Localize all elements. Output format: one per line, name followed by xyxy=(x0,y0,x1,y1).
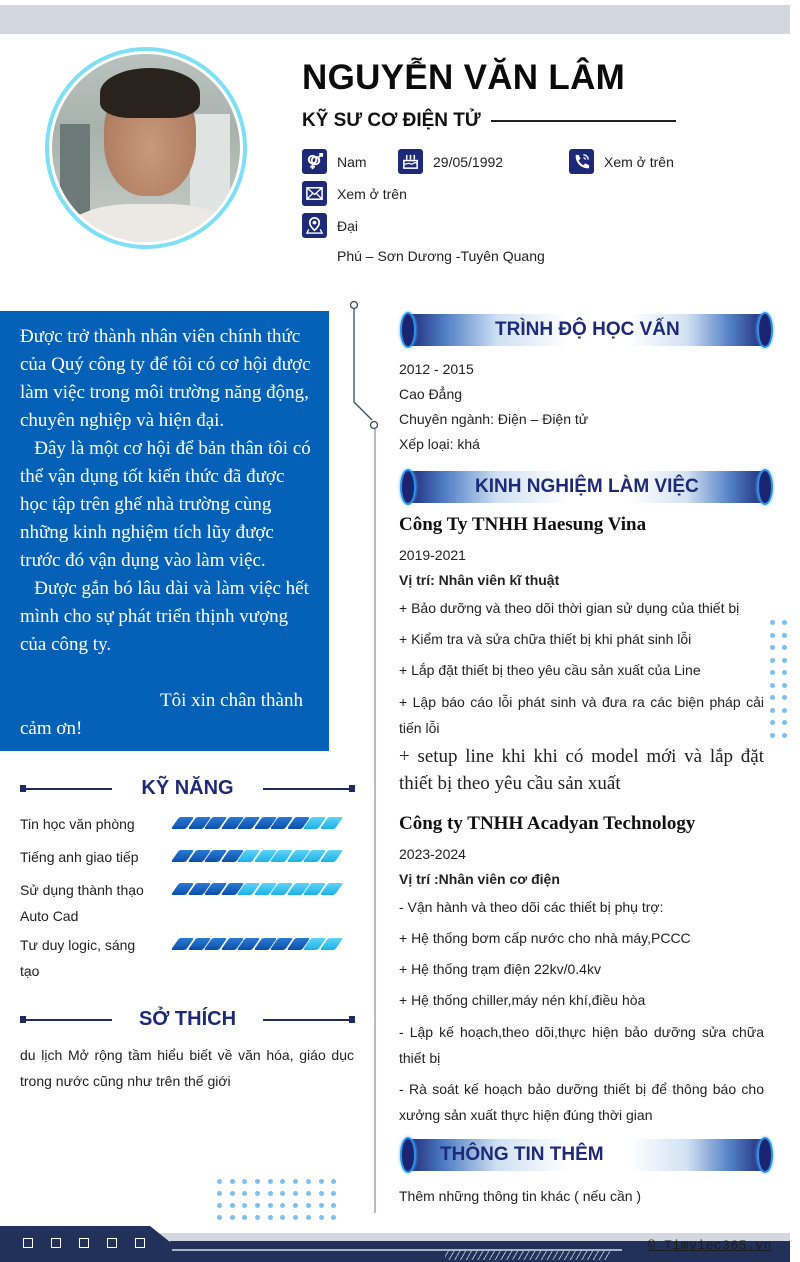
phone-row xyxy=(569,149,674,174)
skill-item: Tư duy logic, sáng tạo xyxy=(20,932,355,984)
birthday-value: 29/05/1992 xyxy=(433,153,504,170)
objective-paragraph-1: Được trở thành nhân viên chính thức của Quý công ty để tôi có cơ hội được làm việc trong môi trường năng động, chuyên nghiệp và hiện đại. xyxy=(20,326,316,431)
job-position: Vị trí: Nhân viên kĩ thuật xyxy=(399,572,560,588)
skill-rating-bar xyxy=(175,883,339,895)
email-row xyxy=(302,181,407,206)
job-entry xyxy=(399,842,764,1128)
education-degree: Cao Đẳng xyxy=(399,386,463,402)
skill-rating-bar xyxy=(175,817,339,829)
education-grade: Xếp loại: khá xyxy=(399,436,480,452)
footer-square-icon xyxy=(23,1238,33,1248)
skill-rating-bar xyxy=(175,850,339,862)
decor-dots-bottom xyxy=(217,1179,336,1220)
job-company: Công Ty TNHH Haesung Vina xyxy=(399,514,647,535)
job-company: Công ty TNHH Acadyan Technology xyxy=(399,813,696,834)
footer-square-icon xyxy=(79,1238,89,1248)
top-decor-band xyxy=(0,5,790,34)
mail-icon xyxy=(302,181,327,206)
skill-item: Sử dụng thành thạo Auto Cad xyxy=(20,877,355,929)
profile-photo xyxy=(52,54,240,242)
education-heading: TRÌNH ĐỘ HỌC VẤN xyxy=(400,312,773,348)
job-title-divider xyxy=(491,120,676,122)
footer-square-icon xyxy=(107,1238,117,1248)
birthday-cake-icon xyxy=(398,149,423,174)
job-duty: + Hệ thống bơm cấp nước cho nhà máy,PCCC xyxy=(399,930,691,946)
job-duty: - Lập kế hoạch,theo dõi,thực hiện bảo dưỡng sửa chữa thiết bị xyxy=(399,1024,764,1066)
job-duty: + Hệ thống chiller,máy nén khí,điều hòa xyxy=(399,992,646,1008)
footer xyxy=(0,1226,790,1262)
objective-paragraph-2: Đây là một cơ hội để bản thân tôi có thể vận dụng tốt kiến thức đã được học tập trên ghế nhà trường cùng những kinh nghiệm tích lũy được trước đó vận dụng vào làm việc. xyxy=(20,438,316,571)
job-position: Vị trí :Nhân viên cơ điện xyxy=(399,871,560,887)
education-details xyxy=(399,357,764,457)
job-period: 2019-2021 xyxy=(399,547,466,563)
skills-heading: KỸ NĂNG xyxy=(20,777,355,801)
job-duty: + Bảo dưỡng và theo dõi thời gian sử dụng của thiết bị xyxy=(399,600,740,616)
phone-icon xyxy=(569,149,594,174)
objective-paragraph-3: Được gắn bó lâu dài và làm việc hết mình cho sự phát triển thịnh vượng của công ty. xyxy=(20,578,314,655)
address-row xyxy=(302,213,358,238)
job-duty: - Rà soát kế hoạch bảo dưỡng thiết bị để thông báo cho xưởng sản xuất thực hiện đúng thời gian xyxy=(399,1081,764,1123)
job-duty: + setup line khi khi có model mới và lắp đặt thiết bị theo yêu cầu sản xuất xyxy=(399,746,764,794)
objective-closing-2: cảm ơn! xyxy=(20,718,83,739)
job-duty: + Lắp đặt thiết bị theo yêu cầu sản xuất của Line xyxy=(399,662,701,678)
skill-item: Tin học văn phòng xyxy=(20,811,355,837)
job-duty: + Kiểm tra và sửa chữa thiết bị khi phát sinh lỗi xyxy=(399,631,692,647)
address-line2-row xyxy=(337,248,545,264)
location-pin-icon xyxy=(302,213,327,238)
avatar xyxy=(45,47,247,249)
career-objective xyxy=(0,311,329,751)
education-period: 2012 - 2015 xyxy=(399,361,474,377)
footer-brand[interactable]: © Timviec365.vn xyxy=(647,1238,772,1253)
gender-value: Nam xyxy=(337,153,367,170)
hobbies-text: du lịch Mở rộng tầm hiểu biết về văn hóa, giáo dục trong nước cũng như trên thế giới xyxy=(20,1047,354,1089)
job-entry xyxy=(399,543,764,797)
skill-rating-bar xyxy=(175,938,339,950)
job-duty: - Vận hành và theo dõi các thiết bị phụ trợ: xyxy=(399,899,664,915)
candidate-name: NGUYỄN VĂN LÂM xyxy=(302,58,626,97)
footer-square-icon xyxy=(135,1238,145,1248)
footer-square-icon xyxy=(51,1238,61,1248)
phone-value[interactable]: Xem ở trên xyxy=(604,153,674,170)
email-value[interactable]: Xem ở trên xyxy=(337,185,407,202)
additional-info-text: Thêm những thông tin khác ( nếu cần ) xyxy=(399,1188,642,1204)
education-major: Chuyên ngành: Điện – Điện tử xyxy=(399,411,589,427)
address-line1: Đại xyxy=(337,217,359,234)
skill-item: Tiếng anh giao tiếp xyxy=(20,844,355,870)
experience-heading: KINH NGHIỆM LÀM VIỆC xyxy=(400,469,773,505)
address-line2: Phú – Sơn Dương -Tuyên Quang xyxy=(337,248,545,264)
job-duty: + Hệ thống trạm điện 22kv/0.4kv xyxy=(399,961,601,977)
birthday-row xyxy=(398,149,503,174)
job-title: KỸ SƯ CƠ ĐIỆN TỬ xyxy=(302,110,481,131)
job-duty: + Lập báo cáo lỗi phát sinh và đưa ra các biện pháp cải tiến lỗi xyxy=(399,694,764,736)
job-period: 2023-2024 xyxy=(399,846,466,862)
gender-row xyxy=(302,149,367,174)
gender-icon xyxy=(302,149,327,174)
objective-closing-1: Tôi xin chân thành xyxy=(160,690,303,711)
decor-dots-right xyxy=(770,620,787,738)
hobbies-heading: SỞ THÍCH xyxy=(20,1008,355,1032)
additional-info-heading: THÔNG TIN THÊM xyxy=(400,1137,773,1173)
